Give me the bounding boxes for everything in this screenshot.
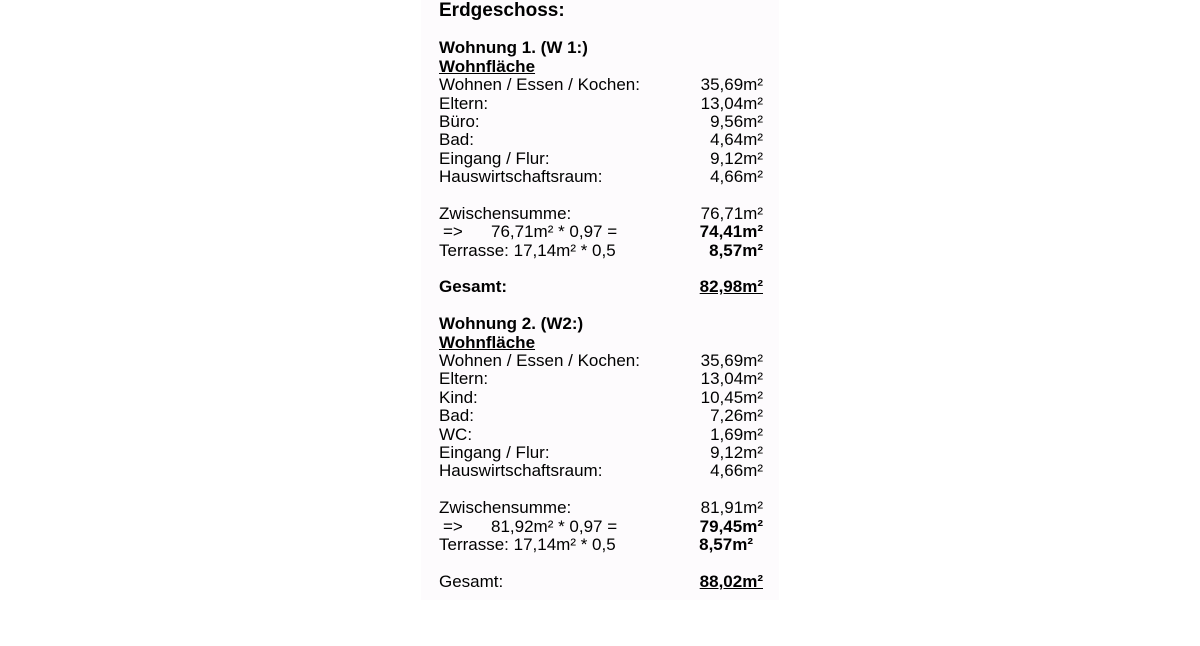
subtotal-label: Zwischensumme: xyxy=(439,203,572,223)
room-row xyxy=(439,407,763,425)
room-value: 35,69m² xyxy=(700,351,763,371)
terrace-value: 8,57m² xyxy=(699,534,753,554)
page-title: Erdgeschoss: xyxy=(439,0,565,21)
terrace-value: 8,57m² xyxy=(709,240,763,260)
room-label: WC: xyxy=(439,424,473,444)
room-label: Hauswirtschaftsraum: xyxy=(439,167,603,187)
formula-result: 74,41m² xyxy=(699,222,763,242)
room-label: Bad: xyxy=(439,406,474,426)
total-value: 88,02m² xyxy=(699,571,763,591)
room-value: 35,69m² xyxy=(700,75,763,95)
room-label: Kind: xyxy=(439,387,478,407)
room-value: 4,66m² xyxy=(710,461,763,481)
unit-2-subheading: Wohnfläche xyxy=(439,332,536,352)
area-calculation xyxy=(439,0,763,591)
total-label: Gesamt: xyxy=(439,571,504,591)
room-value: 10,45m² xyxy=(700,387,763,407)
terrace-row xyxy=(439,242,763,260)
room-value: 9,12m² xyxy=(710,442,763,462)
formula-result: 79,45m² xyxy=(699,516,763,536)
room-label: Büro: xyxy=(439,111,480,131)
arrow-symbol: => xyxy=(443,516,463,536)
room-label: Eingang / Flur: xyxy=(439,148,550,168)
subtotal-value: 81,91m² xyxy=(700,498,763,518)
room-row xyxy=(439,462,763,480)
unit-1-heading: Wohnung 1. (W 1:) xyxy=(439,38,588,58)
room-value: 7,26m² xyxy=(710,406,763,426)
total-value: 82,98m² xyxy=(699,277,763,297)
room-row xyxy=(439,426,763,444)
room-row xyxy=(439,370,763,388)
room-value: 1,69m² xyxy=(710,424,763,444)
total-label: Gesamt: xyxy=(439,277,508,297)
subtotal-value: 76,71m² xyxy=(700,203,763,223)
total-row xyxy=(439,278,763,296)
subtotal-row xyxy=(439,499,763,517)
room-label: Bad: xyxy=(439,130,474,150)
unit-1-subheading: Wohnfläche xyxy=(439,56,536,76)
room-label: Eltern: xyxy=(439,369,489,389)
room-label: Hauswirtschaftsraum: xyxy=(439,461,603,481)
room-row xyxy=(439,444,763,462)
room-value: 13,04m² xyxy=(700,93,763,113)
room-label: Eingang / Flur: xyxy=(439,442,550,462)
room-value: 4,64m² xyxy=(710,130,763,150)
room-label: Wohnen / Essen / Kochen: xyxy=(439,351,640,371)
room-value: 13,04m² xyxy=(700,369,763,389)
room-value: 9,12m² xyxy=(710,148,763,168)
room-label: Wohnen / Essen / Kochen: xyxy=(439,75,640,95)
total-row xyxy=(439,573,763,591)
room-row xyxy=(439,150,763,168)
room-row xyxy=(439,352,763,370)
room-label: Eltern: xyxy=(439,93,489,113)
room-row xyxy=(439,131,763,149)
formula-row xyxy=(439,518,763,536)
room-value: 9,56m² xyxy=(710,111,763,131)
formula-row xyxy=(439,223,763,241)
subtotal-row xyxy=(439,205,763,223)
subtotal-label: Zwischensumme: xyxy=(439,498,572,518)
arrow-symbol: => xyxy=(443,222,463,242)
unit-2-heading: Wohnung 2. (W2:) xyxy=(439,314,584,334)
formula-text: 76,71m² * 0,97 = xyxy=(491,222,618,242)
room-row xyxy=(439,76,763,94)
room-row xyxy=(439,389,763,407)
terrace-label: Terrasse: 17,14m² * 0,5 xyxy=(439,240,616,260)
terrace-label: Terrasse: 17,14m² * 0,5 xyxy=(439,534,616,554)
room-row xyxy=(439,95,763,113)
room-row xyxy=(439,113,763,131)
terrace-row xyxy=(439,536,763,554)
formula-text: 81,92m² * 0,97 = xyxy=(491,516,618,536)
room-value: 4,66m² xyxy=(710,167,763,187)
room-row xyxy=(439,168,763,186)
